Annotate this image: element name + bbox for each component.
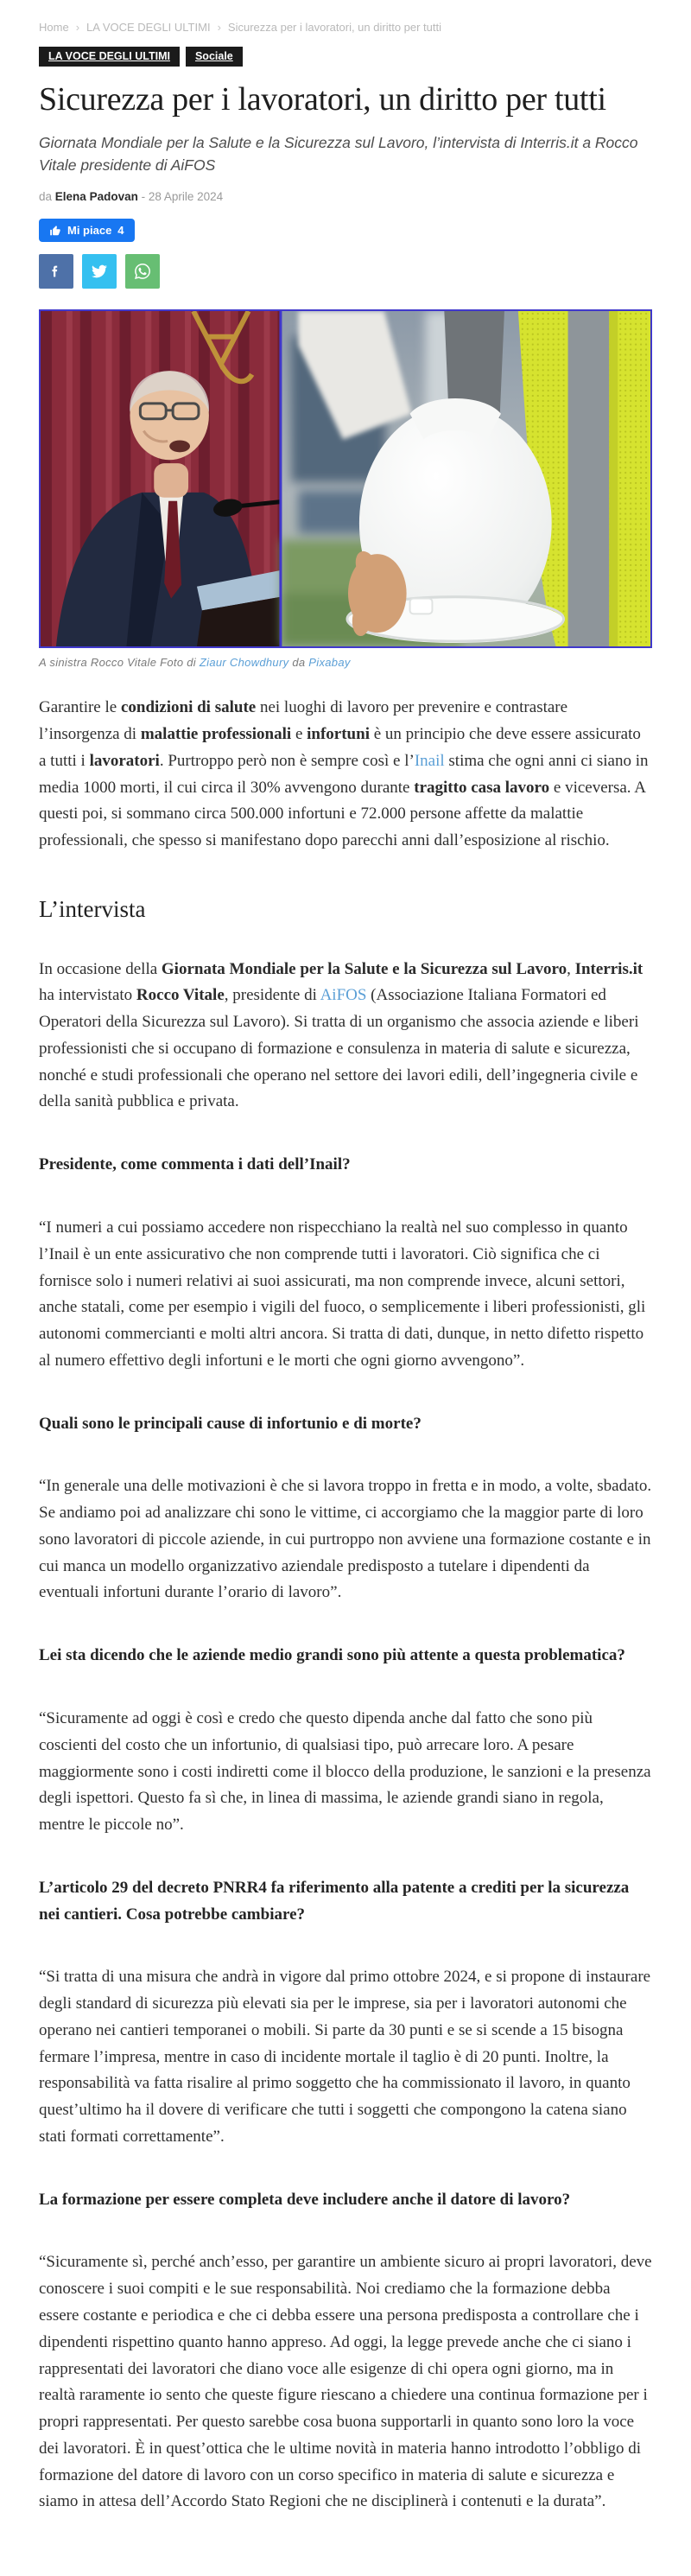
bold-text: Rocco Vitale [136,986,225,1005]
text: (Associazione Italiana Formatori ed Operatori della Sicurezza sul Lavoro). Si tratta di un organismo che associa aziende e liberi professionisti che si occupano di formazione e consulenza in materia di salute e sicurezza, nonché e studi professionali che operano nel settore dei lavori edili, dell’ingegneria civile e della sanità pubblica e privata. [39,986,639,1111]
bold-text: Giornata Mondiale per la Salute e la Sicurezza sul Lavoro [161,959,567,978]
category-tag[interactable]: LA VOCE DEGLI ULTIMI [39,47,180,67]
like-count: 4 [117,224,124,238]
text: Garantire le [39,698,121,717]
text: nei luoghi di lavoro per prevenire e contrastare l’insorgenza di [39,698,568,744]
byline [39,190,652,203]
featured-image [39,309,652,648]
bold-text: Interris.it [574,959,643,978]
text-link[interactable]: Pixabay [308,656,351,670]
publish-date: 28 Aprile 2024 [148,190,224,204]
interview-question: La formazione per essere completa deve includere anche il datore di lavoro? [39,2190,571,2209]
image-caption [39,656,652,669]
article-paragraph [39,1706,652,1839]
share-buttons [39,254,652,289]
category-tag[interactable]: Sociale [186,47,243,67]
text: da [288,656,309,670]
section-heading: L’intervista [39,895,146,922]
article-paragraph [39,695,652,855]
article-paragraph [39,957,652,1116]
facebook-icon [48,264,64,279]
chevron-right-icon: › [217,21,221,34]
breadcrumb-current: Sicurezza per i lavoratori, un diritto per tutti [227,21,442,34]
category-tags [39,47,652,67]
text: , [567,959,575,978]
whatsapp-share-button[interactable] [125,254,160,289]
facebook-share-button[interactable] [39,254,73,289]
bold-text: malattie professionali [140,725,292,744]
text: è un principio che deve essere assicurato a tutti i [39,725,641,770]
text: e viceversa. A questi poi, si sommano circa 500.000 infortuni e 72.000 persone affette da malattie professionali, che spesso si manifestano dopo parecchi anni dall’esposizione al rischio. [39,778,645,850]
twitter-share-button[interactable] [82,254,117,289]
text: In occasione della [39,959,162,978]
article-body [39,695,652,2516]
text: , presidente di [224,986,320,1005]
text: “Sicuramente ad oggi è così e credo che questo dipenda anche dal fatto che sono più coscienti del costo che un infortunio, di qualsiasi tipo, può arrecare loro. A pesare maggiormente sono i costi indiretti come il blocco della produzione, le sanzioni e la presenza degli ispettori. Questo fa sì che, in linea di massima, le aziende grandi siano in regola, mentre le piccole no”. [39,1708,651,1835]
interview-question: Presidente, come commenta i dati dell’Inail? [39,1155,351,1174]
text-link[interactable]: AiFOS [320,986,367,1005]
featured-figure [39,309,652,669]
byline-prefix: da [39,190,53,204]
text: e [291,725,307,744]
page-title: Sicurezza per i lavoratori, un diritto per tutti [39,81,606,118]
text-link[interactable]: Ziaur Chowdhury [199,656,289,670]
text: “I numeri a cui possiamo accedere non rispecchiano la realtà nel suo complesso in quanto l’Inail è un ente assicurativo che non comprende tutti i lavoratori. Ciò significa che ci fornisce solo i numeri relativi ai suoi assicurati, ma non comprende invece, alcuni settori, anche statali, come per esempio i vigili del fuoco, o semplicemente i liberi professionisti, gli autonomi commercianti e molti altri ancora. Si tratta di dati, dunque, in netto difetto rispetto al numero effettivo degli infortuni e le morti che ogni giorno avvengono”. [39,1218,646,1370]
bold-text: infortuni [307,725,370,744]
breadcrumb-link[interactable]: LA VOCE DEGLI ULTIMI [86,21,211,34]
text-link[interactable]: Inail [414,751,445,770]
chevron-right-icon: › [75,21,80,34]
text: “Si tratta di una misura che andrà in vigore dal primo ottobre 2024, e si propone di instaurare degli standard di sicurezza più elevati sia per le imprese, sia per i lavoratori autonomi che operano nei cantieri temporanei o mobili. Si parte da 30 punti e se si scende a 15 bisogna fermare l’impresa, mentre in caso di incidente mortale il taglio è di 20 punti. Inoltre, la responsabilità va fatta risalire al primo soggetto che ha commissionato il lavoro, in quanto quest’ultimo ha il dovere di verificare che tutti i soggetti che compongono la catena siano stati formati correttamente”. [39,1968,651,2146]
bold-text: lavoratori [89,751,160,770]
interview-question: Quali sono le principali cause di infortunio e di morte? [39,1414,422,1433]
article-paragraph [39,1215,652,1375]
article-subtitle: Giornata Mondiale per la Salute e la Sicurezza sul Lavoro, l’intervista di Interris.it a Rocco Vitale presidente di AiFOS [39,133,638,175]
interview-question: Lei sta dicendo che le aziende medio grandi sono più attente a questa problematica? [39,1646,625,1665]
text: ha intervistato [39,986,136,1005]
text: A sinistra Rocco Vitale Foto di [39,656,200,670]
text: stima che ogni anni ci siano in media 1000 morti, il cui circa il 30% avvengono durante [39,751,649,797]
text: “In generale una delle motivazioni è che si lavora troppo in fretta e in modo, a volte, sbadato. Se andiamo poi ad analizzare chi sono le vittime, ci accorgiamo che la maggior parte di loro sono lavoratori di piccole aziende, in cui purtroppo non avviene una formazione costante e in cui manca un modello organizzativo aziendale predisposto a tutelare i dipendenti da eventuali infortuni durante l’orario di lavoro”. [39,1477,652,1602]
article-paragraph [39,1473,652,1606]
text: . Purtroppo però non è sempre così e l’ [159,751,415,770]
interview-question: L’articolo 29 del decreto PNRR4 fa riferimento alla patente a crediti per la sicurezza nei cantieri. Cosa potrebbe cambiare? [39,1878,630,1924]
author-name[interactable]: Elena Padovan [54,190,138,204]
text: “Sicuramente sì, perché anch’esso, per garantire un ambiente sicuro ai propri lavoratori, deve conoscere i suoi compiti e le sue responsabilità. Noi crediamo che la formazione debba essere costante e periodica e che ci debba essere una persona predisposta a controllare che i dipendenti rispettino quanto hanno appreso. Ad oggi, la legge prevede anche che ci siano i rappresentati dei lavoratori che diano voce alle esigenze di chi opera ogni giorno, ma in realtà raramente io sento che queste figure riescano a chiedere una continua formazione per i propri rappresentati. Per questo sarebbe cosa buona supportarli in quanto sono loro la voce dei lavoratori. È in quest’ottica che le ultime novità in materia hanno introdotto l’obbligo di formazione del datore di lavoro con un corso specifico in materia di salute e sicurezza e siamo in attesa dell’Accordo Stato Regioni che ne disciplinerà i contenuti e la durata”. [39,2253,652,2511]
like-button-label: Mi piace [67,224,112,238]
breadcrumb [39,21,652,34]
thumbs-up-icon [49,225,61,237]
twitter-bird-icon [92,264,107,279]
breadcrumb-link[interactable]: Home [39,21,69,34]
article-paragraph [39,2249,652,2516]
byline-separator: - [141,190,146,204]
whatsapp-icon [135,264,150,279]
facebook-like-button[interactable] [39,219,135,242]
bold-text: condizioni di salute [120,698,257,717]
article-paragraph [39,1964,652,2150]
bold-text: tragitto casa lavoro [414,778,550,797]
like-row [39,219,652,242]
